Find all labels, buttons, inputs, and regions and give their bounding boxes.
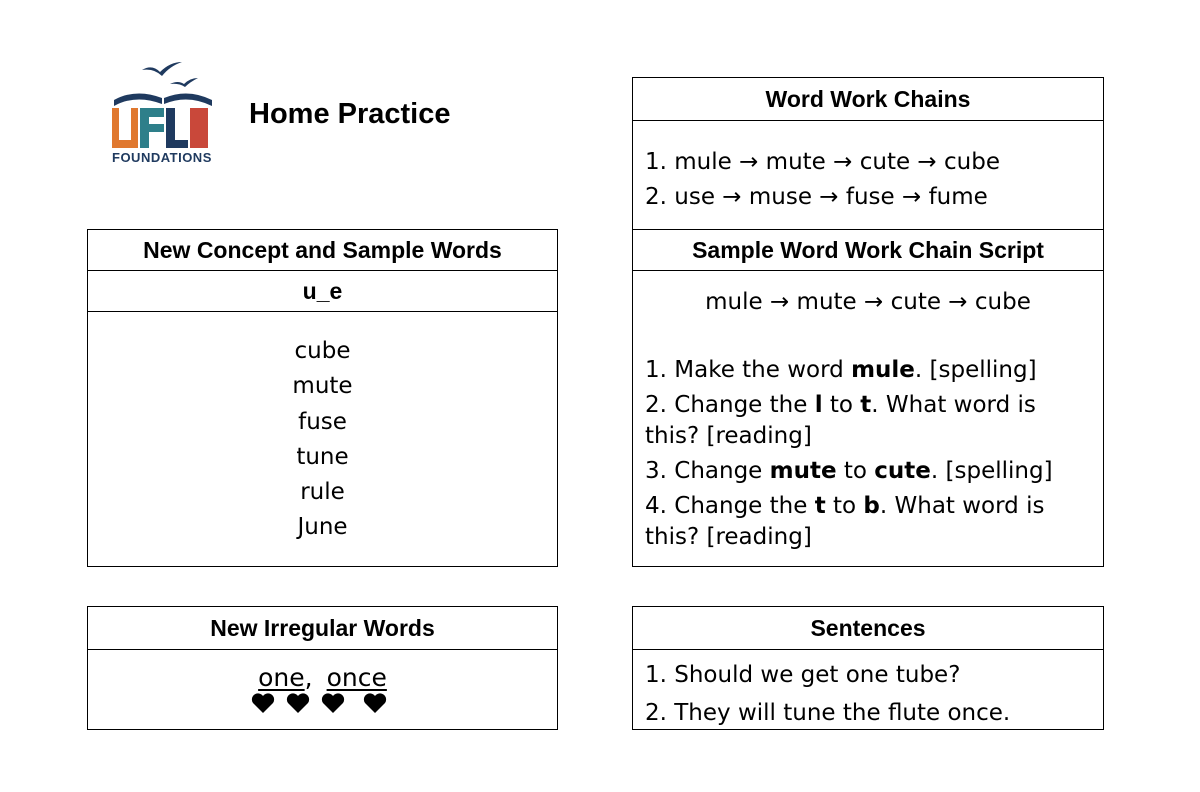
sentences-title: Sentences <box>633 607 1103 650</box>
script-title: Sample Word Work Chain Script <box>633 230 1103 271</box>
script-step-3: 3. Change mute to cute. [spelling] <box>645 458 1053 484</box>
heart-icon <box>363 692 387 714</box>
irregular-word-one: one <box>258 663 305 692</box>
book-icon <box>114 93 162 106</box>
sample-word: fuse <box>298 408 347 435</box>
concept-pattern: u_e <box>88 271 557 312</box>
sample-word: cube <box>294 338 351 364</box>
sample-word-list <box>88 312 557 546</box>
heart-icon <box>321 692 345 714</box>
heart-icon <box>286 692 310 714</box>
ufli-foundations-logo <box>108 56 220 172</box>
heart-row <box>88 692 557 716</box>
logo-letter-i <box>190 108 208 148</box>
sample-word: mute <box>292 373 353 400</box>
script-step-4: 4. Change the t to b. What word is this? [reading] <box>645 493 1045 550</box>
book-icon <box>164 93 212 106</box>
logo-subtext: FOUNDATIONS <box>112 150 212 165</box>
chains-title: Word Work Chains <box>633 78 1103 121</box>
concept-title: New Concept and Sample Words <box>88 230 557 271</box>
irregular-words-box <box>87 606 558 730</box>
chain-item: 2. use → muse → fuse → fume <box>645 184 988 210</box>
word-separator: , <box>304 663 313 692</box>
sentences-box <box>632 606 1104 730</box>
heart-icon <box>251 692 275 714</box>
sample-word: June <box>297 514 348 541</box>
concept-box <box>87 229 558 567</box>
sample-word: rule <box>300 479 345 506</box>
script-step-2: 2. Change the l to t. What word is this? [reading] <box>645 392 1036 449</box>
script-sample-chain: mule → mute → cute → cube <box>705 289 1031 315</box>
chain-script-box <box>632 229 1104 567</box>
word-work-chains-box <box>632 77 1104 230</box>
sentence-item: 1. Should we get one tube? <box>645 662 961 688</box>
irregular-title: New Irregular Words <box>88 607 557 650</box>
page-title: Home Practice <box>249 98 451 130</box>
irregular-word-row <box>88 664 557 692</box>
sentence-item: 2. They will tune the flute once. <box>645 700 1011 726</box>
chain-item: 1. mule → mute → cute → cube <box>645 149 1000 175</box>
bird-icon <box>142 62 182 76</box>
script-step-1: 1. Make the word mule. [spelling] <box>645 357 1037 383</box>
sample-word: tune <box>296 443 349 470</box>
irregular-word-once: once <box>326 663 387 692</box>
bird-icon <box>170 78 198 87</box>
